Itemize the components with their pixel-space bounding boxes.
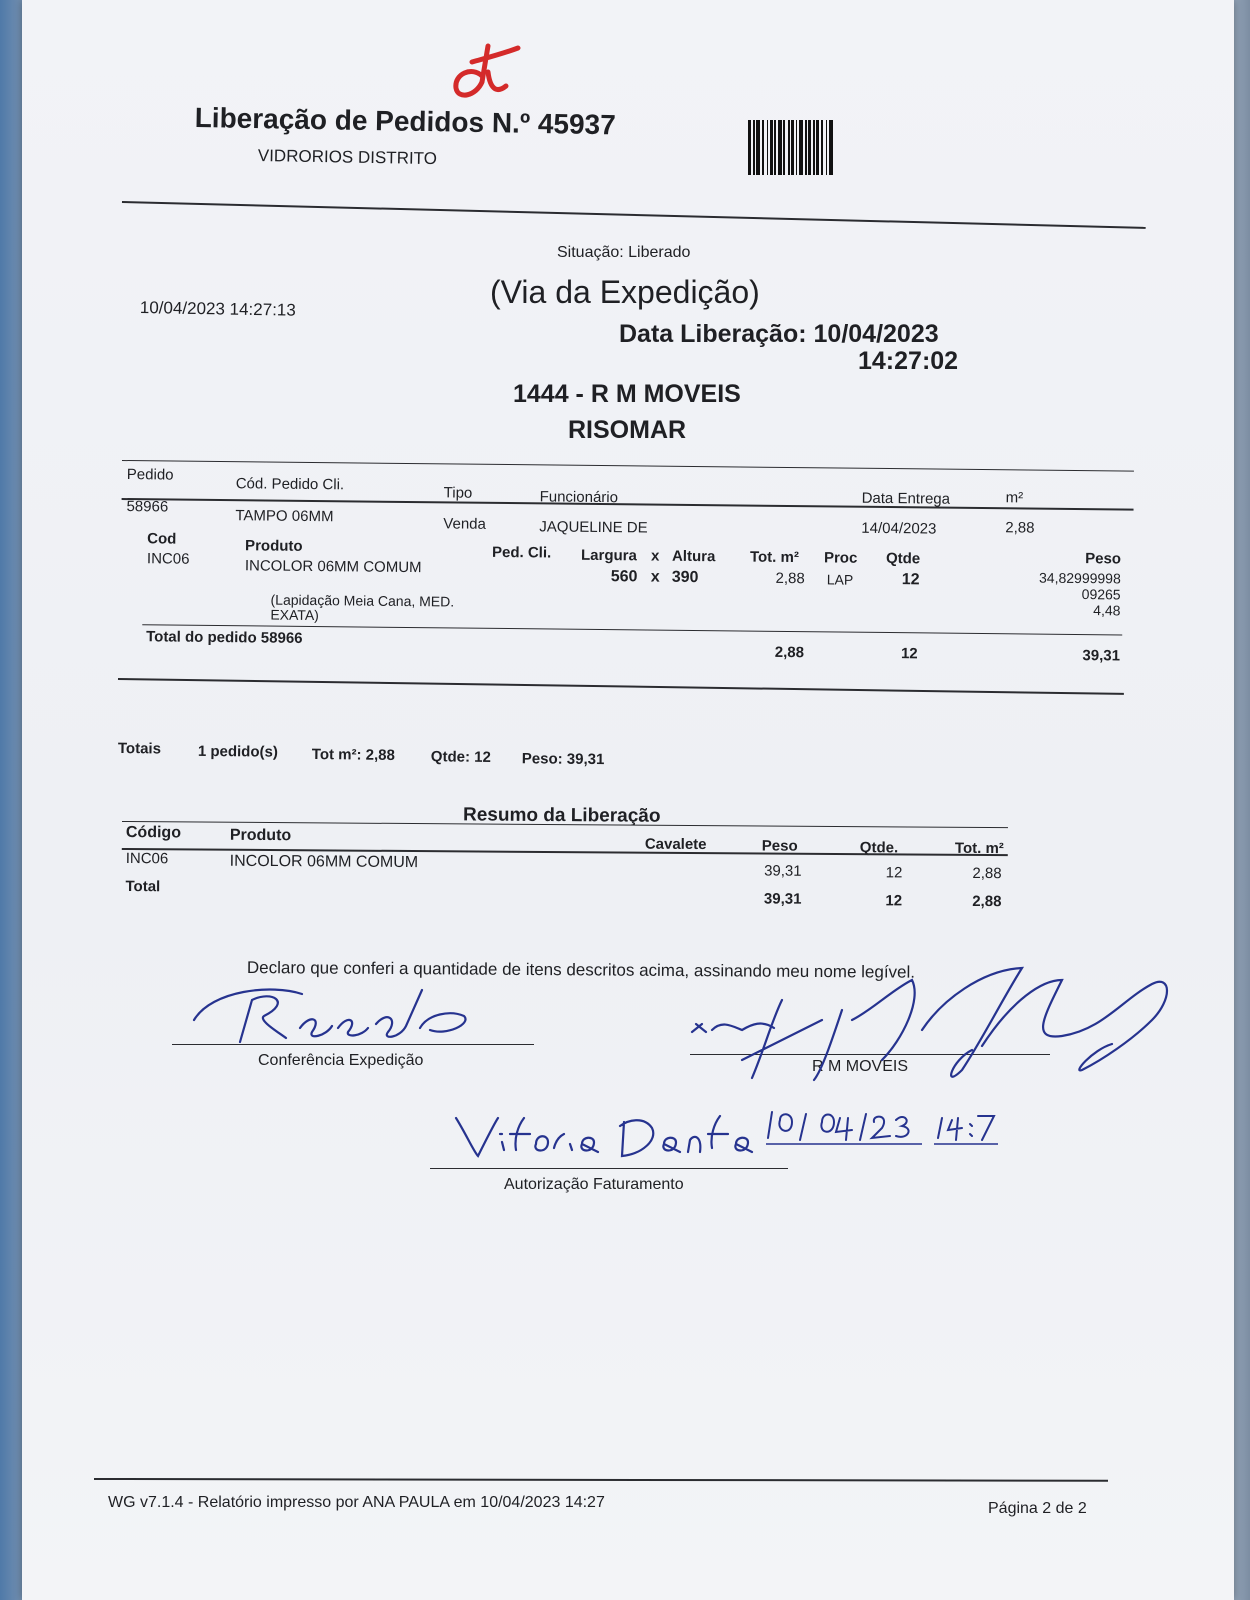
item-header-produto: Produto bbox=[245, 537, 303, 555]
order-cell-cod-cli: TAMPO 06MM bbox=[235, 507, 334, 526]
totals-pedidos: 1 pedido(s) bbox=[197, 742, 278, 761]
item-cell-produto: INCOLOR 06MM COMUM bbox=[244, 557, 422, 577]
footer-page-number: Página 2 de 2 bbox=[988, 1500, 1087, 1517]
autorizacao-signature-line bbox=[430, 1168, 788, 1169]
item-header-largura: Largura bbox=[580, 546, 637, 565]
company-name: VIDRORIOS DISTRITO bbox=[257, 146, 438, 169]
item-header-ped-cli: Ped. Cli. bbox=[491, 543, 552, 562]
order-total-label: Total do pedido 58966 bbox=[146, 628, 303, 647]
item-cell-peso-1: 34,82999998 bbox=[1038, 569, 1121, 587]
item-header-qtde: Qtde bbox=[885, 550, 921, 568]
order-total-peso: 39,31 bbox=[1082, 647, 1121, 665]
item-obs-2: EXATA) bbox=[270, 606, 319, 624]
summary-header-qtde: Qtde. bbox=[859, 839, 899, 857]
release-date: Data Liberação: 10/04/2023 bbox=[619, 320, 939, 348]
item-cell-cod: INC06 bbox=[146, 550, 190, 568]
conferencia-label: Conferência Expedição bbox=[258, 1052, 424, 1069]
item-cell-largura: 560 bbox=[610, 568, 638, 586]
summary-total-label: Total bbox=[125, 878, 161, 896]
item-header-peso: Peso bbox=[1085, 550, 1122, 568]
item-cell-tot-m2: 2,88 bbox=[775, 569, 805, 588]
summary-cell-peso: 39,31 bbox=[764, 862, 802, 880]
order-header-cod-cli: Cód. Pedido Cli. bbox=[235, 475, 345, 494]
item-cell-peso-3: 4,48 bbox=[1093, 602, 1121, 619]
order-cell-data-entrega: 14/04/2023 bbox=[861, 519, 937, 538]
item-cell-x: x bbox=[650, 568, 660, 586]
order-cell-m2: 2,88 bbox=[1005, 519, 1035, 537]
client-contact: RISOMAR bbox=[568, 416, 687, 444]
summary-total-qtde: 12 bbox=[885, 892, 903, 910]
order-cell-pedido: 58966 bbox=[126, 498, 169, 516]
release-time: 14:27:02 bbox=[858, 347, 959, 375]
client-signature-label: R M MOVEIS bbox=[812, 1058, 909, 1075]
totals-m2: Tot m²: 2,88 bbox=[311, 746, 396, 764]
summary-title: Resumo da Liberação bbox=[462, 804, 661, 827]
summary-table bbox=[21, 0, 1240, 958]
item-header-tot-m2: Tot. m² bbox=[749, 548, 799, 567]
footer-rule bbox=[94, 1478, 1108, 1482]
declaration-text: Declaro que conferi a quantidade de itens descritos acima, assinando meu nome legível. bbox=[246, 958, 916, 982]
item-header-altura: Altura bbox=[671, 547, 716, 566]
item-cell-proc: LAP bbox=[826, 571, 854, 588]
conferencia-signature bbox=[182, 980, 522, 1060]
summary-header-produto: Produto bbox=[229, 826, 292, 845]
summary-cell-produto: INCOLOR 06MM COMUM bbox=[229, 852, 419, 872]
item-obs-1: (Lapidação Meia Cana, MED. bbox=[270, 591, 455, 610]
order-total-qtde: 12 bbox=[900, 645, 918, 663]
summary-total-tot-m2: 2,88 bbox=[972, 892, 1002, 911]
order-header-pedido: Pedido bbox=[126, 466, 174, 484]
summary-cell-qtde: 12 bbox=[885, 864, 903, 882]
autorizacao-label: Autorização Faturamento bbox=[504, 1176, 684, 1193]
status-text: Situação: Liberado bbox=[557, 244, 691, 261]
summary-total-peso: 39,31 bbox=[763, 890, 802, 908]
order-cell-tipo: Venda bbox=[443, 515, 486, 533]
summary-cell-tot-m2: 2,88 bbox=[972, 864, 1002, 883]
item-header-cod: Cod bbox=[147, 530, 177, 548]
totals-peso: Peso: 39,31 bbox=[521, 750, 605, 769]
order-header-tipo: Tipo bbox=[443, 484, 473, 502]
item-cell-qtde: 12 bbox=[901, 571, 920, 589]
totals-qtde: Qtde: 12 bbox=[430, 748, 491, 766]
summary-cell-codigo: INC06 bbox=[125, 850, 169, 868]
handwritten-date bbox=[762, 1100, 1042, 1150]
item-cell-peso-2: 09265 bbox=[1081, 586, 1121, 603]
order-total-m2: 2,88 bbox=[774, 643, 805, 662]
order-header-data-entrega: Data Entrega bbox=[861, 489, 951, 508]
totals-label: Totais bbox=[117, 740, 162, 758]
summary-header-peso: Peso bbox=[761, 837, 798, 855]
copy-type: (Via da Expedição) bbox=[490, 274, 760, 310]
summary-header-tot-m2: Tot. m² bbox=[954, 839, 1004, 858]
item-cell-altura: 390 bbox=[671, 568, 699, 587]
client-name: 1444 - R M MOVEIS bbox=[513, 380, 741, 408]
summary-header-cavalete: Cavalete bbox=[644, 835, 707, 854]
document-sheet bbox=[22, 0, 1234, 1600]
print-datetime: 10/04/2023 14:27:13 bbox=[139, 298, 296, 320]
summary-header-codigo: Código bbox=[125, 824, 182, 842]
footer-left-text: WG v7.1.4 - Relatório impresso por ANA PAULA em 10/04/2023 14:27 bbox=[108, 1494, 605, 1511]
item-header-x: x bbox=[650, 547, 660, 565]
order-header-m2: m² bbox=[1005, 489, 1024, 507]
order-header-funcionario: Funcionário bbox=[539, 488, 619, 507]
autorizacao-signature bbox=[432, 1104, 762, 1174]
report-title: Liberação de Pedidos N.º 45937 bbox=[194, 102, 617, 141]
client-signature bbox=[682, 960, 1192, 1100]
item-header-proc: Proc bbox=[823, 549, 858, 567]
order-cell-funcionario: JAQUELINE DE bbox=[539, 518, 648, 537]
